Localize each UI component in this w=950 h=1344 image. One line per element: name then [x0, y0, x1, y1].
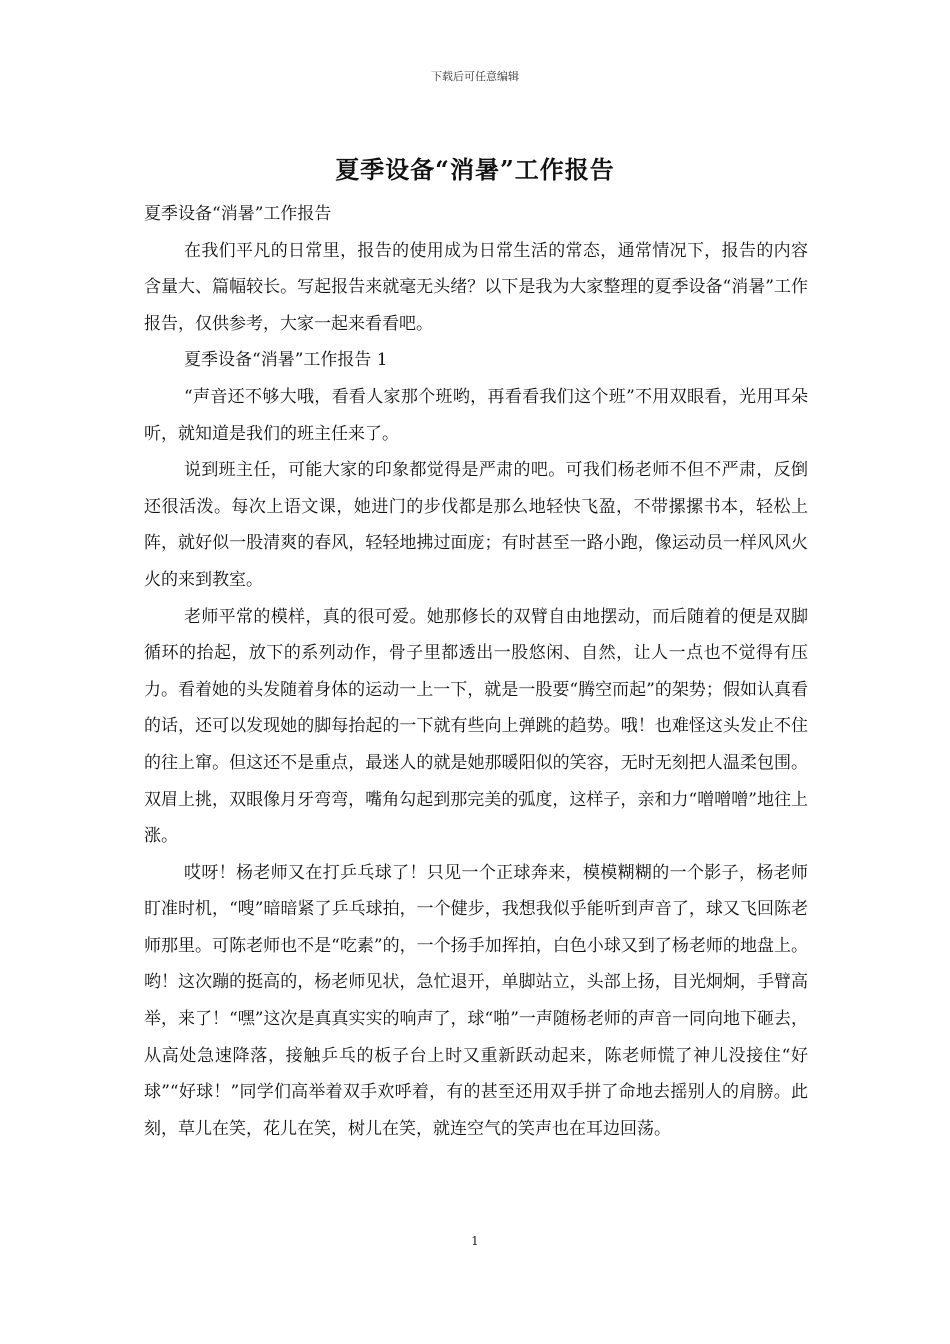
document-title: 夏季设备“消暑”工作报告	[335, 155, 615, 184]
header-note: 下载后可任意编辑	[431, 70, 519, 83]
body-paragraph: 说到班主任，可能大家的印象都觉得是严肃的吧。可我们杨老师不但不严肃，反倒还很活泼。每次上语文课，她进门的步伐都是那么地轻快飞盈，不带摞摞书本，轻松上阵，就好似一股清爽的春风，轻轻地拂过面庞；有时甚至一路小跑，像运动员一样风风火火的来到教室。	[144, 460, 808, 590]
body-paragraph: “声音还不够大哦，看看人家那个班哟，再看看我们这个班”不用双眼看，光用耳朵听，就知道是我们的班主任来了。	[144, 386, 808, 444]
intro-paragraph: 在我们平凡的日常里，报告的使用成为日常生活的常态，通常情况下，报告的内容含量大、篇幅较长。写起报告来就毫无头绪？以下是我为大家整理的夏季设备“消暑”工作报告，仅供参考，大家一起来看看吧。	[144, 240, 808, 334]
page-number: 1	[471, 1234, 479, 1248]
section-heading: 夏季设备“消暑”工作报告 1	[184, 350, 388, 371]
body-paragraph: 哎呀！杨老师又在打乒乓球了！只见一个正球奔来，模模糊糊的一个影子，杨老师盯准时机，“嗖”暗暗紧了乒乓球拍，一个健步，我想我似乎能听到声音了，球又飞回陈老师那里。可陈老师也不是“吃素”的，一个扬手加挥拍，白色小球又到了杨老师的地盘上。哟！这次蹦的挺高的，杨老师见状，急忙退开，单脚站立，头部上扬，目光炯炯，手臂高举，来了！“嘿”这次是真真实实的响声了，球“啪”一声随杨老师的声音一同向地下砸去，从高处急速降落，接触乒乓的板子台上时又重新跃动起来，陈老师慌了神儿没接住“好球”“好球！”同学们高举着双手欢呼着，有的甚至还用双手拼了命地去摇别人的肩膀。此刻，草儿在笑，花儿在笑，树儿在笑，就连空气的笑声也在耳边回荡。	[144, 862, 808, 1139]
subtitle-paragraph: 夏季设备“消暑”工作报告	[144, 204, 332, 224]
body-paragraph: 老师平常的模样，真的很可爱。她那修长的双臂自由地摆动，而后随着的便是双脚循环的抬起，放下的系列动作，骨子里都透出一股悠闲、自然，让人一点也不觉得有压力。看着她的头发随着身体的运动一上一下，就是一股要“腾空而起”的架势；假如认真看的话，还可以发现她的脚每抬起的一下就有些向上弹跳的趋势。哦！也难怪这头发止不住的往上窜。但这还不是重点，最迷人的就是她那暖阳似的笑容，无时无刻把人温柔包围。双眉上挑，双眼像月牙弯弯，嘴角勾起到那完美的弧度，这样子，亲和力“噌噌噌”地往上涨。	[144, 606, 808, 847]
document-body	[144, 196, 808, 1147]
